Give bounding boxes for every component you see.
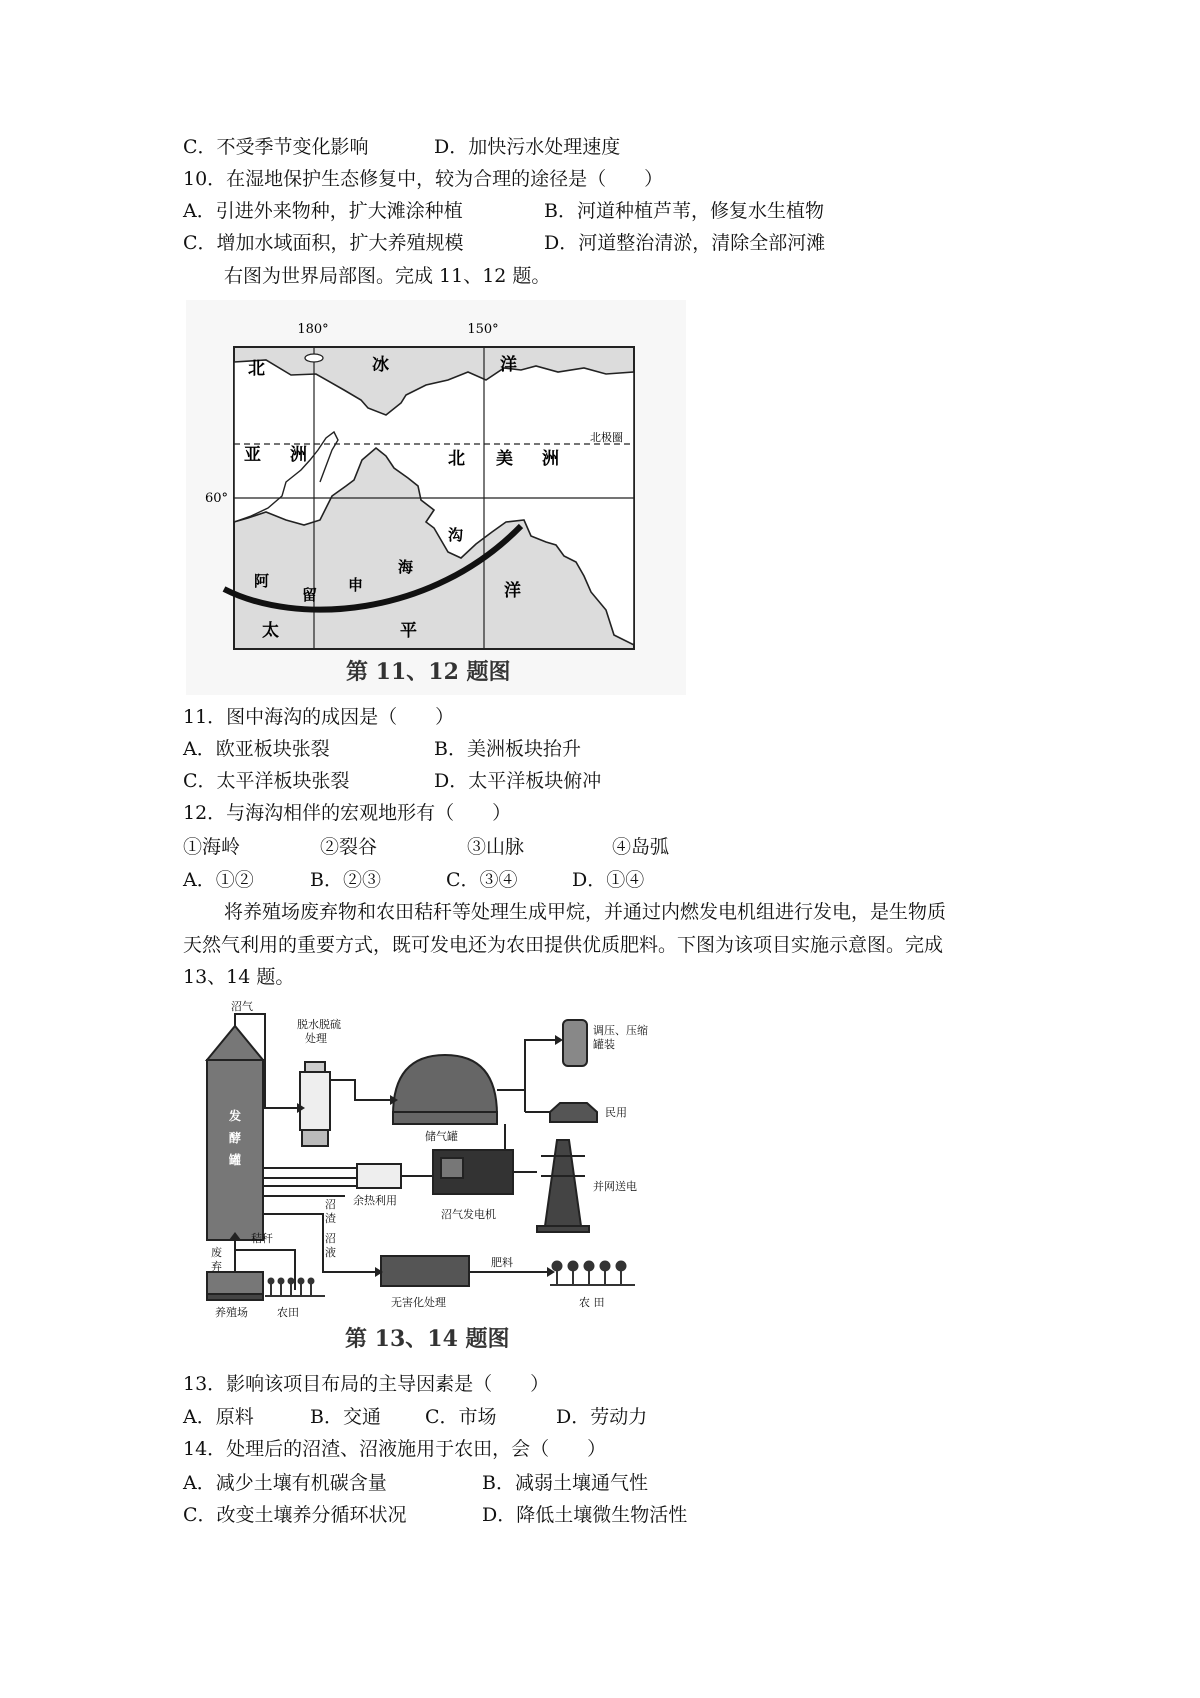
label-waste-1: 废 bbox=[211, 1246, 222, 1259]
label-waste-heat: 余热利用 bbox=[353, 1194, 397, 1207]
intro-13-14-line3: 13、14 题。 bbox=[183, 966, 295, 988]
map-label-yang2: 洋 bbox=[504, 581, 521, 601]
world-map-figure bbox=[186, 300, 686, 695]
q13-stem: 13．影响该项目布局的主导因素是（ ） bbox=[183, 1373, 550, 1395]
label-ferment-3: 罐 bbox=[229, 1153, 242, 1167]
map-label-ya: 亚 bbox=[244, 445, 261, 465]
q11-option-c: C．太平洋板块张裂 bbox=[183, 770, 350, 792]
label-bottle-1: 调压、压缩 bbox=[593, 1024, 648, 1037]
gas-tank bbox=[393, 1112, 497, 1124]
waste-heat-box bbox=[357, 1164, 401, 1188]
q12-item-4: ④岛弧 bbox=[612, 836, 670, 858]
label-ferment-1: 发 bbox=[229, 1109, 242, 1123]
lon-180-label: 180° bbox=[297, 322, 329, 337]
civil-car bbox=[550, 1103, 597, 1122]
map-label-ping: 平 bbox=[400, 621, 417, 641]
label-liquid-2: 液 bbox=[325, 1246, 336, 1259]
map-label-bing: 冰 bbox=[372, 355, 389, 375]
q12-option-b: B．②③ bbox=[310, 869, 381, 891]
label-dehydrate-2: 处理 bbox=[305, 1032, 327, 1045]
intro-11-12: 右图为世界局部图。完成 11、12 题。 bbox=[224, 265, 551, 287]
gas-bottle bbox=[563, 1020, 587, 1066]
harmless-treatment-tank bbox=[381, 1256, 469, 1286]
q13-option-b: B．交通 bbox=[310, 1406, 381, 1428]
q10-option-b: B．河道种植芦苇，修复水生植物 bbox=[544, 200, 824, 222]
label-field2: 农 田 bbox=[579, 1296, 605, 1309]
trench-label-gou: 沟 bbox=[448, 526, 464, 544]
label-fertilizer: 肥料 bbox=[491, 1256, 513, 1269]
q10-option-d: D．河道整治清淤，清除全部河滩 bbox=[544, 232, 826, 254]
intro-13-14-line2: 天然气利用的重要方式，既可发电还为农田提供优质肥料。下图为该项目实施示意图。完成 bbox=[183, 934, 944, 956]
intro-13-14-line1: 将养殖场废弃物和农田秸秆等处理生成甲烷，并通过内燃发电机组进行发电，是生物质 bbox=[224, 901, 947, 923]
q14-option-a: A．减少土壤有机碳含量 bbox=[183, 1472, 387, 1494]
q13-option-a: A．原料 bbox=[183, 1406, 254, 1428]
label-harmless: 无害化处理 bbox=[391, 1296, 446, 1309]
map-label-na-bei: 北 bbox=[448, 449, 465, 469]
trench-label-shen: 申 bbox=[348, 576, 364, 594]
trench-label-liu: 留 bbox=[302, 586, 318, 604]
livestock-farm bbox=[207, 1272, 263, 1294]
label-waste-2: 弃 bbox=[211, 1260, 222, 1273]
q14-stem: 14．处理后的沼渣、沼液施用于农田，会（ ） bbox=[183, 1438, 607, 1460]
label-biogas: 沼气 bbox=[231, 1000, 253, 1013]
label-farm: 养殖场 bbox=[215, 1306, 248, 1319]
label-residue-2: 渣 bbox=[325, 1212, 336, 1225]
label-field: 农田 bbox=[277, 1306, 299, 1319]
q11-stem: 11．图中海沟的成因是（ ） bbox=[183, 706, 455, 728]
map-label-na-zhou: 洲 bbox=[542, 449, 559, 469]
map-label-tai: 太 bbox=[262, 621, 279, 641]
q9-option-c: C．不受季节变化影响 bbox=[183, 136, 369, 158]
map-label-na-mei: 美 bbox=[496, 449, 513, 469]
map-caption: 第 11、12 题图 bbox=[346, 659, 511, 685]
q11-option-d: D．太平洋板块俯冲 bbox=[434, 770, 602, 792]
q13-option-d: D．劳动力 bbox=[556, 1406, 648, 1428]
label-bottle-2: 罐装 bbox=[593, 1038, 615, 1051]
q11-option-a: A．欧亚板块张裂 bbox=[183, 738, 330, 760]
q13-option-c: C．市场 bbox=[425, 1406, 497, 1428]
label-grid: 并网送电 bbox=[593, 1180, 637, 1193]
q12-option-a: A．①② bbox=[183, 869, 254, 891]
q10-option-a: A．引进外来物种，扩大滩涂种植 bbox=[183, 200, 463, 222]
label-residue-1: 沼 bbox=[325, 1198, 336, 1211]
q10-option-c: C．增加水域面积，扩大养殖规模 bbox=[183, 232, 464, 254]
label-dehydrate-1: 脱水脱硫 bbox=[297, 1018, 341, 1031]
map-svg bbox=[186, 300, 686, 695]
diagram-caption: 第 13、14 题图 bbox=[345, 1326, 510, 1352]
trench-label-a: 阿 bbox=[254, 572, 270, 590]
q12-item-2: ②裂谷 bbox=[320, 836, 378, 858]
q14-option-b: B．减弱土壤通气性 bbox=[482, 1472, 648, 1494]
lat-60-label: 60° bbox=[204, 491, 228, 506]
diagram-svg bbox=[205, 1000, 735, 1362]
q12-option-d: D．①④ bbox=[572, 869, 645, 891]
dehydrate-unit bbox=[300, 1072, 330, 1130]
label-gas-tank: 储气罐 bbox=[425, 1130, 458, 1143]
q14-option-d: D．降低土壤微生物活性 bbox=[482, 1504, 688, 1526]
map-label-bei: 北 bbox=[248, 359, 265, 379]
label-generator: 沼气发电机 bbox=[441, 1208, 496, 1221]
q10-stem: 10．在湿地保护生态修复中，较为合理的途径是（ ） bbox=[183, 168, 664, 190]
label-straw: 秸秆 bbox=[251, 1232, 273, 1245]
q9-option-d: D．加快污水处理速度 bbox=[434, 136, 621, 158]
label-civil: 民用 bbox=[605, 1106, 627, 1119]
map-label-yang: 洋 bbox=[500, 355, 517, 375]
q12-item-3: ③山脉 bbox=[467, 836, 525, 858]
lon-150-label: 150° bbox=[467, 322, 499, 337]
q14-option-c: C．改变土壤养分循环状况 bbox=[183, 1504, 407, 1526]
map-label-zhou: 洲 bbox=[290, 445, 307, 465]
q11-option-b: B．美洲板块抬升 bbox=[434, 738, 581, 760]
q12-item-1: ①海岭 bbox=[183, 836, 241, 858]
q12-stem: 12．与海沟相伴的宏观地形有（ ） bbox=[183, 802, 512, 824]
arctic-circle-label: 北极圈 bbox=[590, 431, 623, 444]
label-liquid-1: 沼 bbox=[325, 1232, 336, 1245]
power-tower bbox=[545, 1140, 581, 1226]
q12-option-c: C．③④ bbox=[446, 869, 518, 891]
ferment-tank bbox=[207, 1060, 263, 1240]
biogas-process-diagram bbox=[205, 1000, 735, 1362]
label-ferment-2: 酵 bbox=[229, 1131, 242, 1145]
trench-label-hai: 海 bbox=[398, 558, 414, 576]
